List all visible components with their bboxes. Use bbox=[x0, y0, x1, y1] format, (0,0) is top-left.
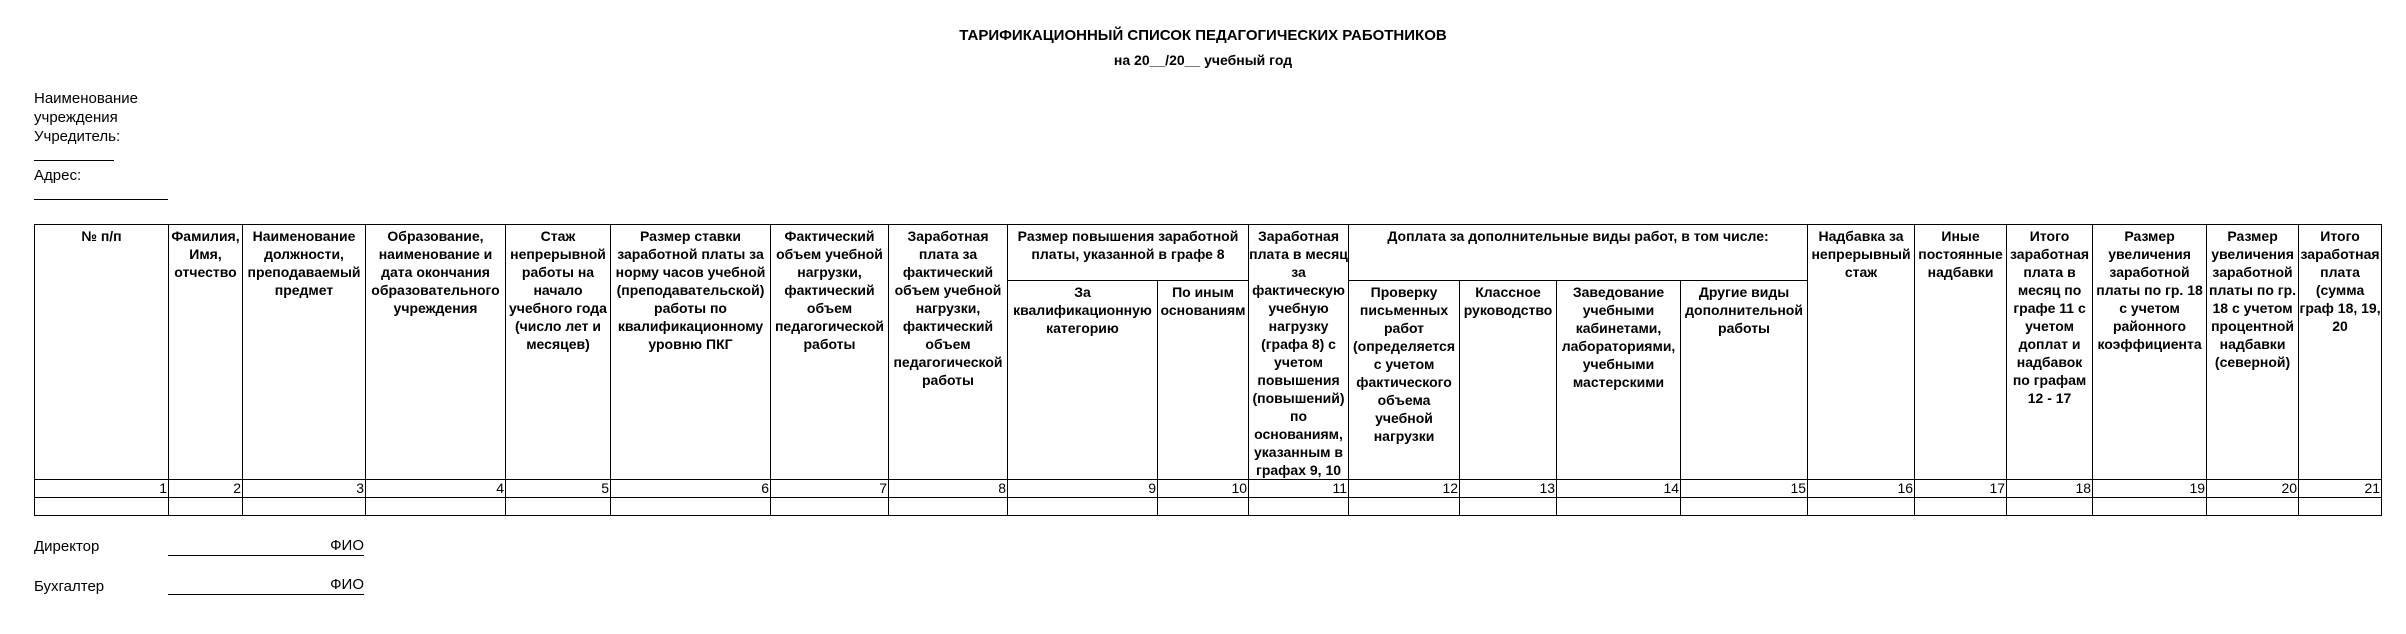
col-header-13: Классное руководство bbox=[1460, 281, 1557, 480]
column-number: 6 bbox=[611, 480, 771, 498]
column-number: 18 bbox=[2007, 480, 2093, 498]
col-header-15: Другие виды дополнительной работы bbox=[1681, 281, 1808, 480]
director-name: ФИО bbox=[330, 537, 364, 554]
empty-cell bbox=[1349, 498, 1460, 516]
col-header-14: Заведование учебными кабинетами, лабораториями, учебными мастерскими bbox=[1557, 281, 1681, 480]
empty-cell bbox=[771, 498, 889, 516]
empty-cell bbox=[1008, 498, 1158, 516]
accountant-signature-line bbox=[168, 575, 364, 595]
empty-cell bbox=[506, 498, 611, 516]
col-header-17: Иные постоянные надбавки bbox=[1915, 225, 2007, 480]
col-header-20: Размер увеличения заработной платы по гр. 18 с учетом процентной надбавки (северной) bbox=[2207, 225, 2299, 480]
empty-cell bbox=[2299, 498, 2382, 516]
column-numbers-row bbox=[35, 480, 2382, 498]
empty-cell bbox=[1557, 498, 1681, 516]
empty-cell bbox=[1915, 498, 2007, 516]
accountant-label: Бухгалтер bbox=[34, 578, 105, 595]
col-header-1: № п/п bbox=[35, 225, 169, 480]
column-number: 8 bbox=[889, 480, 1008, 498]
col-header-10: По иным основаниям bbox=[1158, 281, 1249, 480]
column-number: 1 bbox=[35, 480, 169, 498]
column-number: 12 bbox=[1349, 480, 1460, 498]
empty-cell bbox=[2007, 498, 2093, 516]
empty-cell bbox=[611, 498, 771, 516]
empty-cell bbox=[1249, 498, 1349, 516]
column-number: 9 bbox=[1008, 480, 1158, 498]
column-number: 11 bbox=[1249, 480, 1349, 498]
tariff-table bbox=[34, 224, 2382, 516]
col-header-12: Проверку письменных работ (определяется с учетом фактического объема учебной нагрузки bbox=[1349, 281, 1460, 480]
empty-cell bbox=[366, 498, 506, 516]
empty-cell bbox=[1158, 498, 1249, 516]
col-header-4: Образование, наименование и дата окончания образовательного учреждения bbox=[366, 225, 506, 480]
document-subtitle: на 20__/20__ учебный год bbox=[1113, 52, 1293, 68]
director-label: Директор bbox=[34, 538, 100, 555]
col-group-extra-pay: Доплата за дополнительные виды работ, в том числе: bbox=[1349, 225, 1808, 281]
empty-cell bbox=[35, 498, 169, 516]
org-name-label-2: учреждения bbox=[34, 109, 118, 126]
empty-cell bbox=[1681, 498, 1808, 516]
founder-underline bbox=[34, 160, 114, 161]
column-number: 10 bbox=[1158, 480, 1249, 498]
column-number: 20 bbox=[2207, 480, 2299, 498]
col-header-3: Наименование должности, преподаваемый предмет bbox=[243, 225, 366, 480]
document-title: ТАРИФИКАЦИОННЫЙ СПИСОК ПЕДАГОГИЧЕСКИХ РАБОТНИКОВ bbox=[959, 27, 1447, 44]
empty-data-row bbox=[35, 498, 2382, 516]
empty-cell bbox=[1460, 498, 1557, 516]
column-number: 19 bbox=[2093, 480, 2207, 498]
column-number: 17 bbox=[1915, 480, 2007, 498]
empty-cell bbox=[2207, 498, 2299, 516]
column-number: 16 bbox=[1808, 480, 1915, 498]
address-label: Адрес: bbox=[34, 167, 82, 184]
col-header-18: Итого заработная плата в месяц по графе 11 с учетом доплат и надбавок по графам 12 - 17 bbox=[2007, 225, 2093, 480]
col-header-16: Надбавка за непрерывный стаж bbox=[1808, 225, 1915, 480]
empty-cell bbox=[1808, 498, 1915, 516]
director-signature-line bbox=[168, 536, 364, 556]
address-underline bbox=[34, 199, 168, 200]
column-number: 14 bbox=[1557, 480, 1681, 498]
column-number: 21 bbox=[2299, 480, 2382, 498]
col-header-7: Фактический объем учебной нагрузки, фактический объем педагогической работы bbox=[771, 225, 889, 480]
col-header-9: За квалификационную категорию bbox=[1008, 281, 1158, 480]
column-number: 5 bbox=[506, 480, 611, 498]
col-header-5: Стаж непрерывной работы на начало учебного года (число лет и месяцев) bbox=[506, 225, 611, 480]
column-number: 13 bbox=[1460, 480, 1557, 498]
col-group-raise: Размер повышения заработной платы, указанной в графе 8 bbox=[1008, 225, 1249, 281]
empty-cell bbox=[889, 498, 1008, 516]
col-header-19: Размер увеличения заработной платы по гр. 18 с учетом районного коэффициента bbox=[2093, 225, 2207, 480]
col-header-6: Размер ставки заработной платы за норму часов учебной (преподавательской) работы по квалификационному уровню ПКГ bbox=[611, 225, 771, 480]
column-number: 15 bbox=[1681, 480, 1808, 498]
founder-label: Учредитель: bbox=[34, 128, 121, 145]
column-number: 2 bbox=[169, 480, 243, 498]
accountant-name: ФИО bbox=[330, 576, 364, 593]
column-number: 3 bbox=[243, 480, 366, 498]
empty-cell bbox=[2093, 498, 2207, 516]
column-number: 7 bbox=[771, 480, 889, 498]
empty-cell bbox=[169, 498, 243, 516]
empty-cell bbox=[243, 498, 366, 516]
col-header-8: Заработная плата за фактический объем учебной нагрузки, фактический объем педагогической работы bbox=[889, 225, 1008, 480]
col-header-2: Фамилия, Имя, отчество bbox=[169, 225, 243, 480]
org-name-label-1: Наименование bbox=[34, 90, 138, 107]
col-header-11: Заработная плата в месяц за фактическую учебную нагрузку (графа 8) с учетом повышения (повышений) по основаниям, указанным в графах 9, 10 bbox=[1249, 225, 1349, 480]
col-header-21: Итого заработная плата (сумма граф 18, 19, 20 bbox=[2299, 225, 2382, 480]
column-number: 4 bbox=[366, 480, 506, 498]
